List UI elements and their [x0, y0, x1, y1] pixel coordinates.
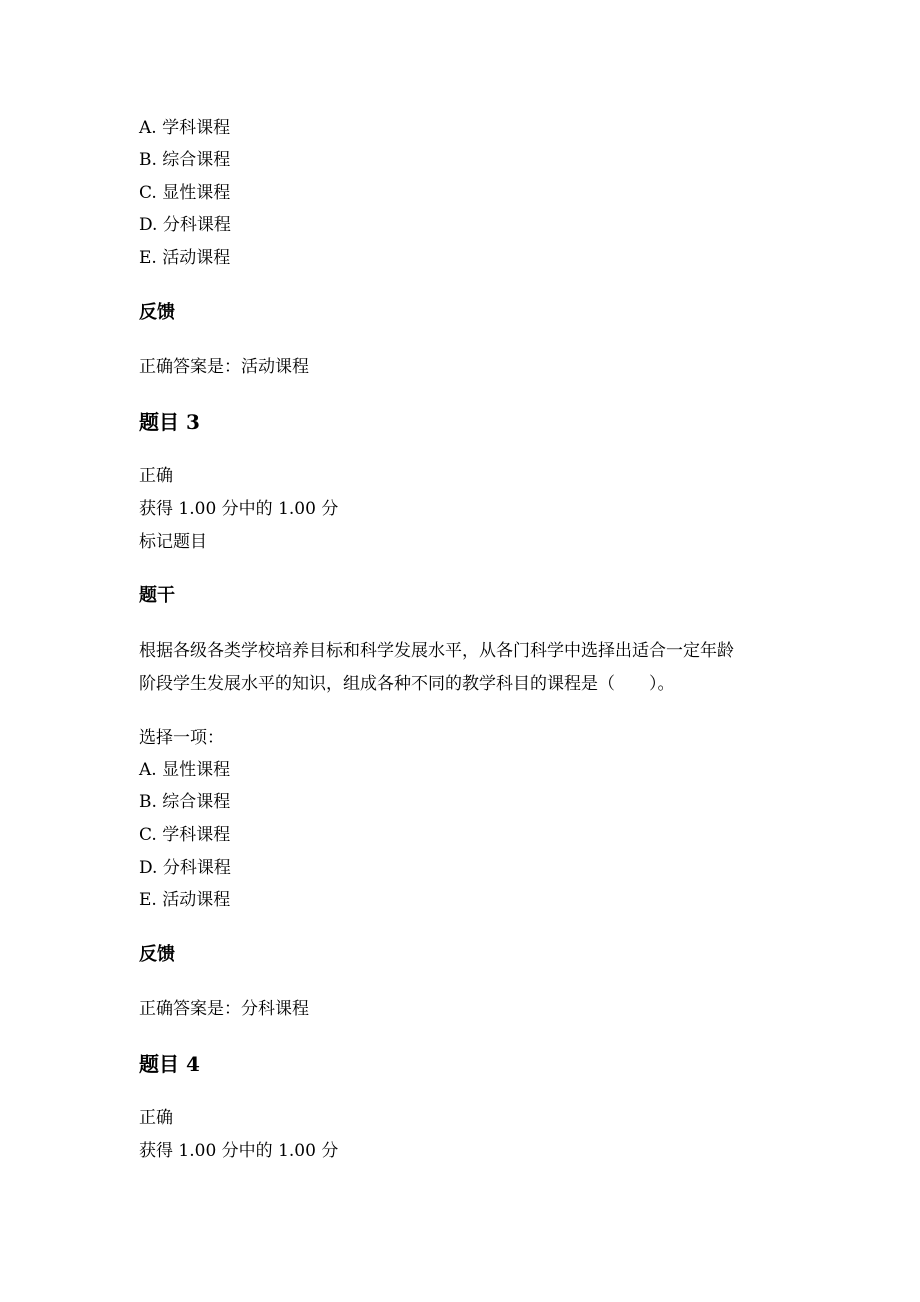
- q3-correct-answer: 正确答案是：分科课程: [139, 999, 309, 1019]
- q4-title: 题目 4: [139, 1052, 200, 1076]
- q2-option-c: C. 显性课程: [139, 183, 231, 203]
- q3-title: 题目 3: [139, 410, 200, 434]
- q3-stem-line-1: 根据各级各类学校培养目标和科学发展水平，从各门科学中选择出适合一定年龄: [139, 641, 734, 661]
- q4-score: 获得 1.00 分中的 1.00 分: [139, 1141, 339, 1161]
- q3-option-a[interactable]: A. 显性课程: [139, 760, 231, 780]
- q3-option-b[interactable]: B. 综合课程: [139, 792, 231, 812]
- q3-option-e[interactable]: E. 活动课程: [139, 890, 231, 910]
- q2-option-e: E. 活动课程: [139, 248, 231, 268]
- q2-option-a: A. 学科课程: [139, 118, 231, 138]
- q3-flag-question[interactable]: 标记题目: [139, 532, 207, 552]
- q3-status: 正确: [139, 466, 173, 486]
- q4-status: 正确: [139, 1108, 173, 1128]
- q3-feedback-heading: 反馈: [139, 944, 175, 965]
- q2-correct-answer: 正确答案是：活动课程: [139, 357, 309, 377]
- q3-score: 获得 1.00 分中的 1.00 分: [139, 499, 339, 519]
- q3-option-c[interactable]: C. 学科课程: [139, 825, 231, 845]
- q2-option-d: D. 分科课程: [139, 215, 231, 235]
- q2-option-b: B. 综合课程: [139, 150, 231, 170]
- q3-option-d[interactable]: D. 分科课程: [139, 858, 231, 878]
- q3-prompt: 选择一项：: [139, 728, 224, 748]
- q3-stem-heading: 题干: [139, 585, 175, 606]
- q2-feedback-heading: 反馈: [139, 302, 175, 323]
- q3-stem-line-2: 阶段学生发展水平的知识，组成各种不同的教学科目的课程是（ ）。: [139, 674, 675, 694]
